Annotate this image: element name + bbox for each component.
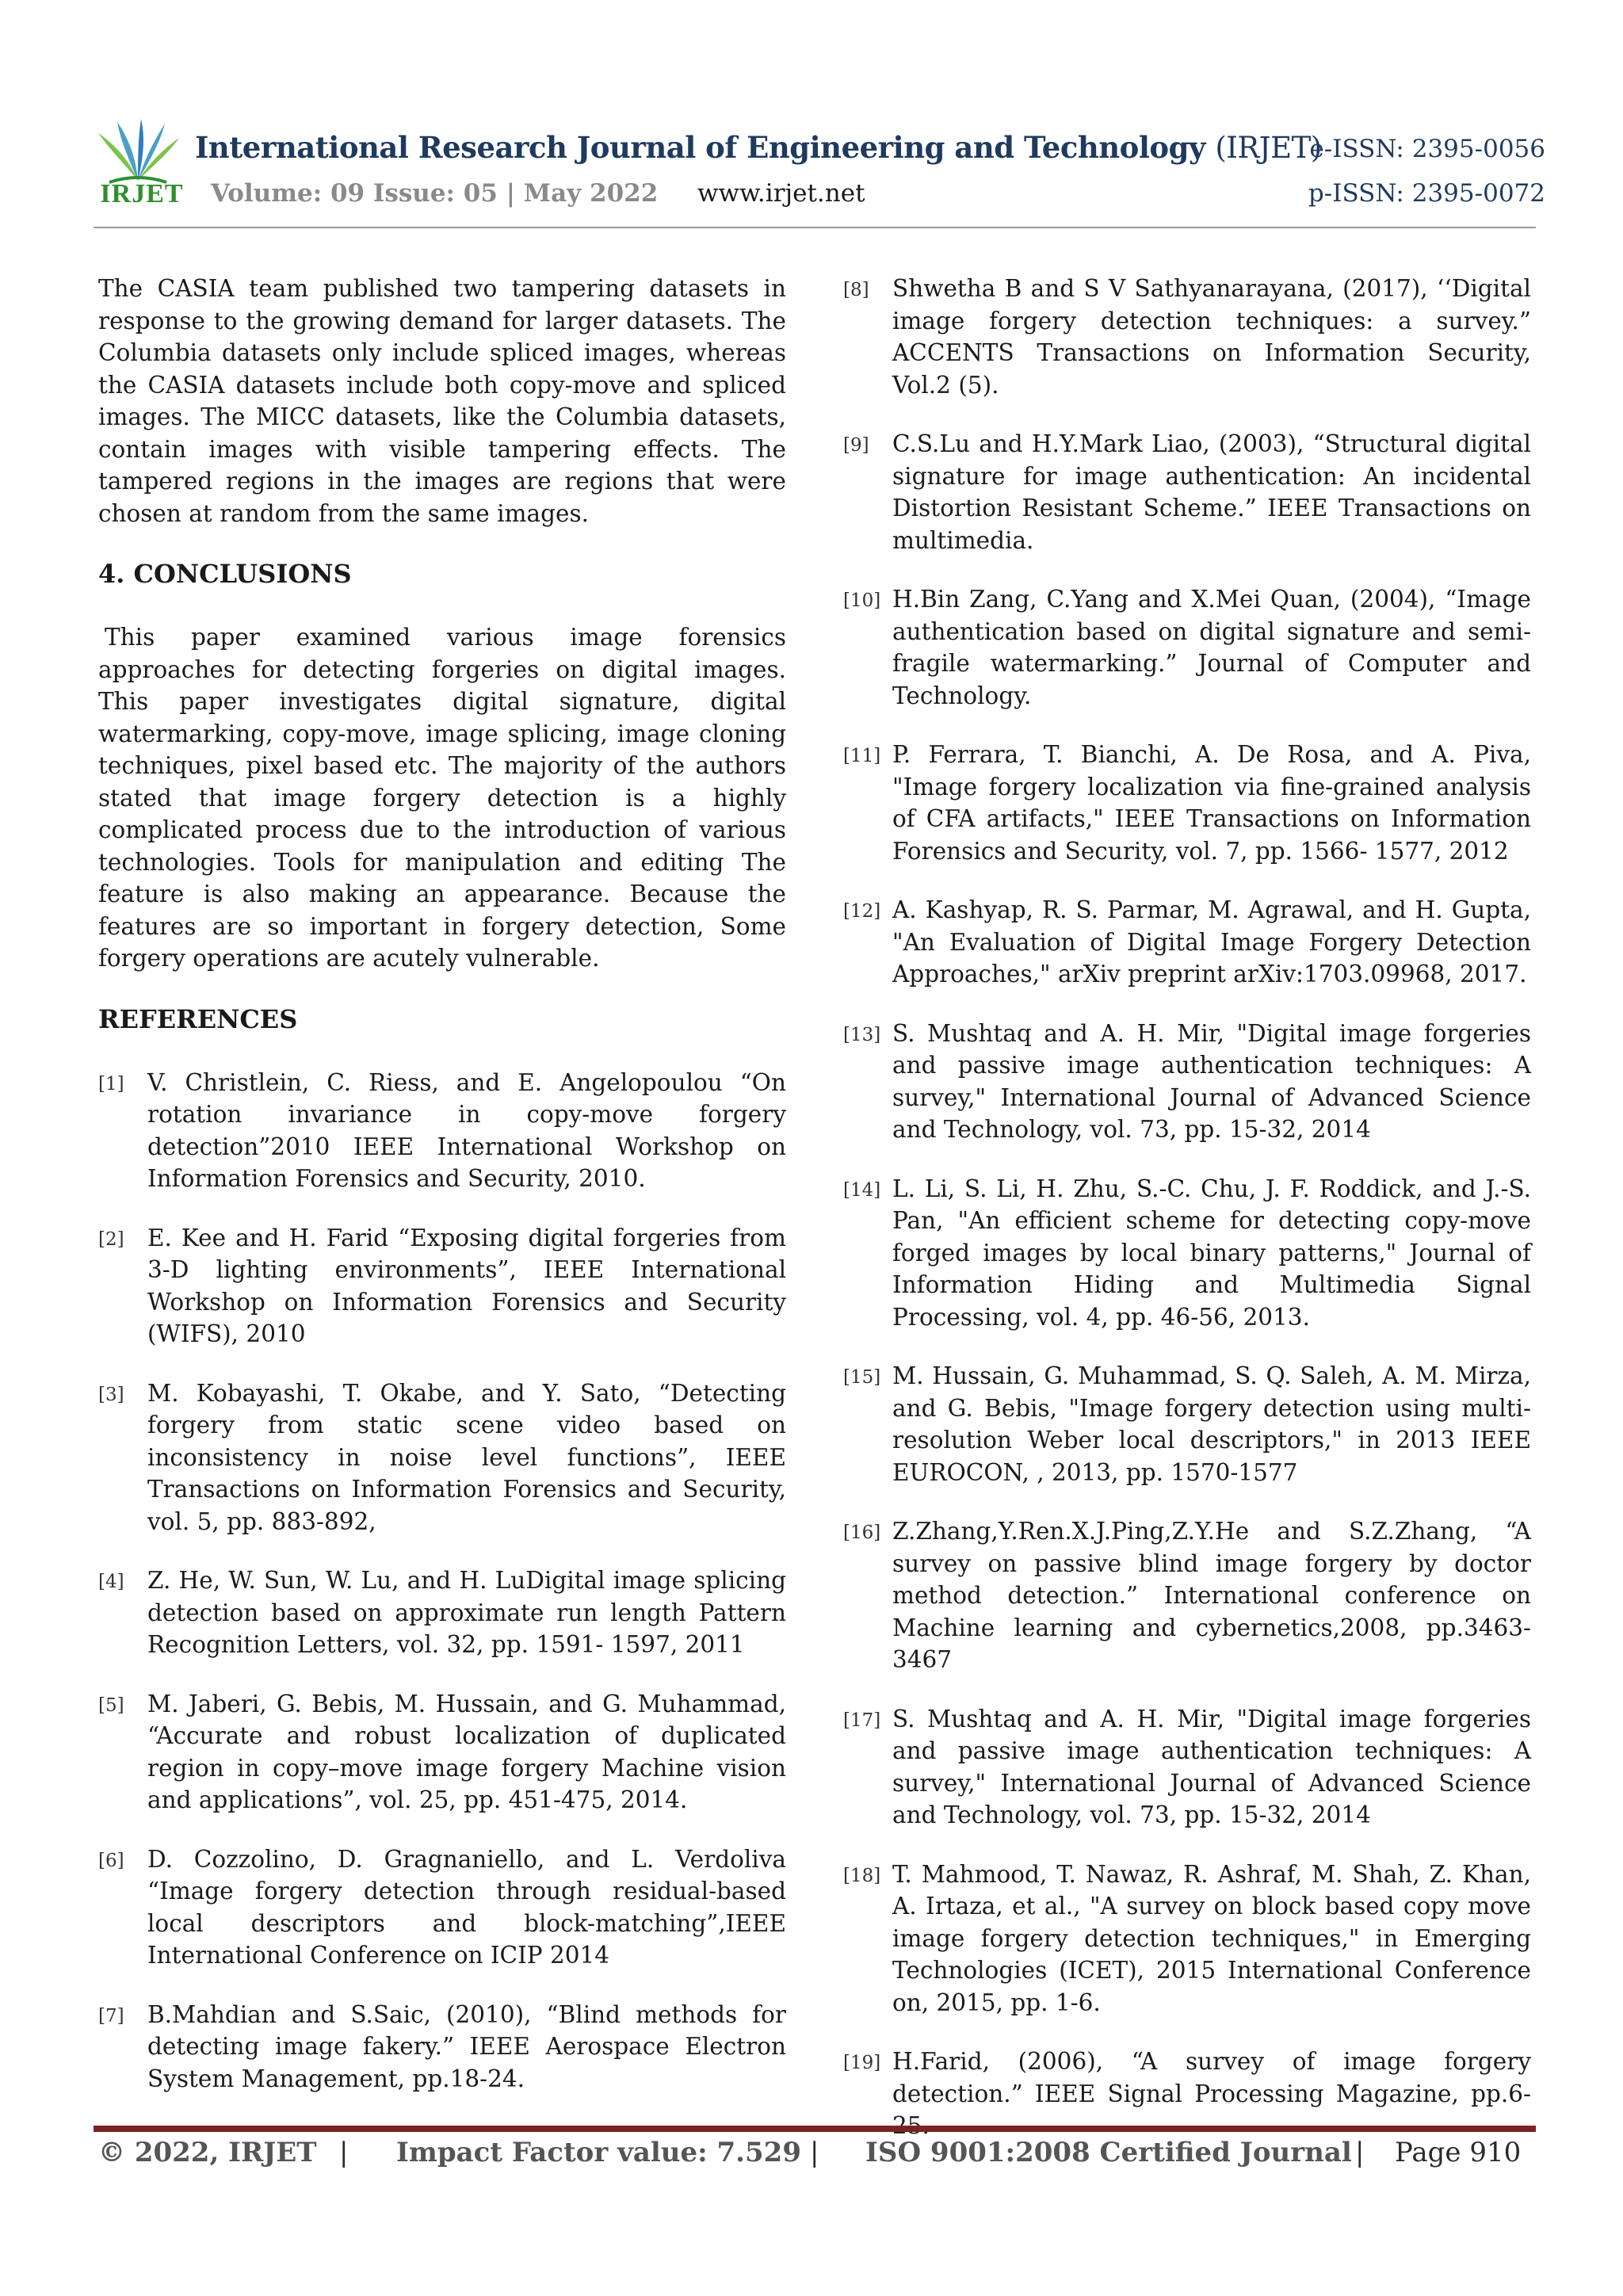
reference-text: A. Kashyap, R. S. Parmar, M. Agrawal, and H. Gupta, "An Evaluation of Digital Image Forgery Detection Approaches," arXiv preprint arXiv:1703.09968, 2017. [892,896,1531,988]
reference-text: M. Kobayashi, T. Okabe, and Y. Sato, “Detecting forgery from static scene video based on inconsistency in noise level functions”, IEEE Transactions on Information Forensics and Security, vol. 5, pp. 883-892, [147,1379,786,1535]
reference-item [843,894,1531,991]
footer-separator: | [810,2137,819,2168]
reference-number: [1] [98,1073,124,1095]
reference-number: [17] [843,1710,881,1731]
reference-number: [14] [843,1179,881,1201]
reference-text: E. Kee and H. Farid “Exposing digital forgeries from 3-D lighting environments”, IEEE International Workshop on Information Forensics and Security (WIFS), 2010 [147,1224,786,1347]
footer-copyright: © 2022, IRJET [98,2137,317,2168]
journal-title [195,130,1322,165]
header-divider [94,227,1536,228]
reference-number: [11] [843,746,881,766]
journal-abbreviation: (IRJET) [1215,131,1322,165]
reference-item [98,1222,786,1350]
reference-number: [9] [843,435,869,456]
reference-item [98,1688,786,1817]
reference-text: H.Bin Zang, C.Yang and X.Mei Quan, (2004), “Image authentication based on digital signature and semi-fragile watermarking.” Journal of Computer and Technology. [892,586,1531,709]
reference-text: M. Jaberi, G. Bebis, M. Hussain, and G. Muhammad, “Accurate and robust localization of duplicated region in copy–move image forgery Machine vision and applications”, vol. 25, pp. 451-475, 2014. [147,1690,786,1813]
reference-text: P. Ferrara, T. Bianchi, A. De Rosa, and A. Piva, "Image forgery localization via fine-grained analysis of CFA artifacts," IEEE Transactions on Information Forensics and Security, vol. 7, pp. 1566- 1577, 2012 [892,741,1531,865]
reference-text: M. Hussain, G. Muhammad, S. Q. Saleh, A. M. Mirza, and G. Bebis, "Image forgery detection using multi-resolution Weber local descriptors," in 2013 IEEE EUROCON, , 2013, pp. 1570-1577 [892,1362,1531,1486]
footer-page-number: Page 910 [1395,2137,1522,2168]
reference-item [98,1564,786,1661]
reference-text: Z. He, W. Sun, W. Lu, and H. LuDigital image splicing detection based on approximate run length Pattern Recognition Letters, vol. 32, pp. 1591- 1597, 2011 [147,1567,786,1658]
reference-text: Z.Zhang,Y.Ren.X.J.Ping,Z.Y.He and S.Z.Zhang, “A survey on passive blind image forgery by doctor method detection.” International conference on Machine learning and cybernetics,2008, pp.3463-3467 [892,1518,1531,1673]
reference-text: S. Mushtaq and A. H. Mir, "Digital image forgeries and passive image authentication techniques: A survey," International Journal of Advanced Science and Technology, vol. 73, pp. 15-32, 2014 [892,1019,1531,1143]
website-link[interactable]: www.irjet.net [697,179,865,208]
reference-item [98,1843,786,1972]
footer-iso: ISO 9001:2008 Certified Journal [865,2137,1352,2168]
references-list-right [843,273,1531,2142]
references-heading: REFERENCES [98,1003,298,1034]
reference-number: [10] [843,590,881,611]
journal-header [0,0,1623,238]
reference-item [843,1703,1531,1832]
reference-text: H.Farid, (2006), “A survey of image forgery detection.” IEEE Signal Processing Magazine, pp.6- [892,2048,1531,2107]
volume-issue: Volume: 09 Issue: 05 | May 2022 [211,179,659,208]
reference-item [843,273,1531,401]
reference-item [843,1018,1531,1146]
reference-item [843,1360,1531,1488]
page-footer [98,2137,1525,2176]
reference-item [843,1173,1531,1334]
reference-number: [16] [843,1522,881,1543]
reference-number: [2] [98,1228,124,1250]
reference-text: B.Mahdian and S.Saic, (2010), “Blind methods for detecting image fakery.” IEEE Aerospace Electron System Management, pp.18-24. [147,2000,786,2092]
reference-number: [15] [843,1367,881,1388]
reference-text: L. Li, S. Li, H. Zhu, S.-C. Chu, J. F. Roddick, and J.-S. Pan, "An efficient scheme for detecting copy-move forged images by local binary patterns," Journal of Information Hiding and Multimedia Signal Processing, vol. 4, pp. 46-56, 2013. [892,1175,1531,1331]
footer-separator: | [339,2137,349,2168]
reference-number: [12] [843,901,881,922]
reference-item [98,1999,786,2095]
reference-item [98,1067,786,1195]
intro-paragraph: The CASIA team published two tampering datasets in response to the growing demand for larger datasets. The Columbia datasets only include spliced images, whereas the CASIA datasets include both copy-move and spliced images. The MICC datasets, like the Columbia datasets, contain images with visible tampering effects. The tampered regions in the images are regions that were chosen at random from the same images. [98,275,786,527]
logo-text: IRJET [100,179,184,208]
reference-number: [7] [98,2005,124,2027]
right-column [843,273,1531,2169]
references-list-left [98,1067,786,2095]
reference-text: S. Mushtaq and A. H. Mir, "Digital image forgeries and passive image authentication techniques: A survey," International Journal of Advanced Science and Technology, vol. 73, pp. 15-32, 2014 [892,1705,1531,1828]
conclusions-heading: 4. CONCLUSIONS [98,559,352,589]
reference-number: [13] [843,1024,881,1045]
reference-number: [6] [98,1850,124,1871]
footer-separator: | [1355,2137,1365,2168]
reference-text: C.S.Lu and H.Y.Mark Liao, (2003), “Structural digital signature for image authentication: An incidental Distortion Resistant Scheme.” IEEE Transactions on multimedia. [892,430,1531,554]
e-issn: e-ISSN: 2395-0056 [1309,135,1545,163]
reference-text: D. Cozzolino, D. Gragnaniello, and L. Verdoliva “Image forgery detection through residual-based local descriptors and block-matching”,IEEE International Conference on ICIP 2014 [147,1845,786,1969]
reference-item [98,1377,786,1538]
reference-text: V. Christlein, C. Riess, and E. Angelopoulou “On rotation invariance in copy-move forgery detection”2010 IEEE International Workshop on Information Forensics and Security, 2010. [147,1068,786,1192]
reference-item [843,583,1531,712]
footer-impact-factor: Impact Factor value: 7.529 [396,2137,801,2168]
reference-number: [4] [98,1572,124,1592]
reference-number: [19] [843,2053,881,2073]
reference-number: [8] [843,280,869,300]
conclusions-paragraph: This paper examined various image forensics approaches for detecting forgeries on digital images. This paper investigates digital signature, digital watermarking, copy-move, image splicing, image cloning techniques, pixel based etc. The majority of the authors stated that image forgery detection is a highly complicated process due to the introduction of various technologies. Tools for manipulation and editing The feature is also making an appearance. Because the features are so important in forgery detection, Some forgery operations are acutely vulnerable. [98,624,786,972]
reference-item [843,428,1531,556]
reference-text: Shwetha B and S V Sathyanarayana, (2017), ‘‘Digital image forgery detection techniques: a survey.” ACCENTS Transactions on Information Security, Vol.2 (5). [892,275,1531,399]
journal-name: International Research Journal of Engineering and Technology [195,130,1205,165]
reference-number: [5] [98,1694,124,1716]
reference-number: [3] [98,1384,124,1405]
reference-text: T. Mahmood, T. Nawaz, R. Ashraf, M. Shah, Z. Khan, A. Irtaza, et al., "A survey on block based copy move image forgery detection techniques," in Emerging Technologies (ICET), 2015 International Conference on, 2015, pp. 1-6. [892,1860,1531,2016]
reference-item [843,739,1531,867]
reference-item [843,1515,1531,1676]
left-column [98,273,786,2122]
reference-number: [18] [843,1865,881,1886]
footer-divider [94,2126,1536,2132]
reference-item [843,1859,1531,2019]
p-issn: p-ISSN: 2395-0072 [1308,179,1545,208]
